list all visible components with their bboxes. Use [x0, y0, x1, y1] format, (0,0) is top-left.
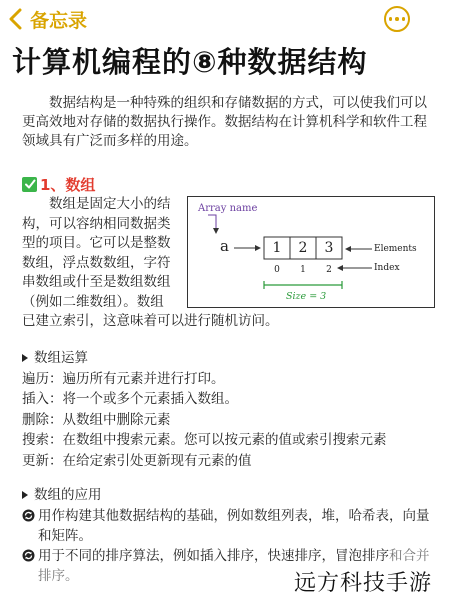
section-heading-array — [22, 174, 95, 194]
more-dots-icon — [389, 17, 393, 21]
operations-heading — [22, 348, 432, 369]
array-index: 0 — [274, 265, 280, 275]
back-button[interactable] — [8, 6, 87, 32]
clockwise-arrows-icon — [22, 509, 35, 522]
text-line: 数组是固定大小的结 — [49, 196, 171, 212]
text-line: 型的项目。它可以是整数 — [22, 235, 171, 251]
more-dot — [395, 17, 399, 21]
array-operations — [22, 348, 432, 471]
application-text: 用作构建其他数据结构的基础，例如数组列表，堆，哈希表，向量和矩阵。 — [38, 508, 430, 544]
text-line: 数组，浮点数数组，字符 — [22, 254, 171, 271]
applications-heading-label: 数组的应用 — [34, 487, 102, 503]
triangle-bullet-icon — [22, 354, 28, 362]
array-name-arrow — [208, 215, 216, 233]
array-element: 1 — [272, 240, 282, 256]
note-title: 计算机编程的⑧种数据结构 — [12, 45, 368, 79]
operation-item: 遍历：遍历所有元素并进行打印。 — [22, 370, 225, 387]
check-mark-icon — [22, 177, 37, 192]
size-label: Size = 3 — [286, 291, 327, 302]
application-item — [22, 506, 432, 546]
operation-item: 删除：从数组中删除元素 — [22, 411, 171, 428]
operations-heading-label: 数组运算 — [34, 350, 88, 366]
operation-item: 插入：将一个或多个元素插入数组。 — [22, 391, 238, 407]
array-index: 1 — [300, 265, 306, 275]
text-line: 串数组或什至是数组数组 — [22, 274, 171, 290]
more-dot — [402, 17, 406, 21]
operation-item: 更新：在给定索引处更新现有元素的值 — [22, 452, 252, 469]
operation-item: 搜索：在数组中搜索元素。您可以按元素的值或索引搜索元素 — [22, 432, 387, 448]
applications-heading — [22, 485, 432, 505]
array-element: 2 — [298, 240, 308, 256]
back-label: 备忘录 — [30, 9, 88, 32]
elements-label: Elements — [374, 244, 417, 254]
array-name-label: Array name — [198, 203, 258, 214]
section-label: 1、数组 — [40, 175, 96, 194]
index-label: Index — [374, 263, 400, 273]
watermark: 远方科技手游 — [290, 566, 436, 597]
chevron-left-icon — [8, 8, 24, 30]
array-description-last-line: 已建立索引，这意味着可以进行随机访问。 — [22, 313, 279, 329]
clockwise-arrows-icon — [22, 549, 35, 562]
application-text-fade: 和合并排序。 — [38, 548, 430, 584]
array-diagram — [187, 196, 435, 308]
array-index: 2 — [326, 265, 332, 275]
triangle-bullet-icon — [22, 491, 28, 499]
top-bar — [0, 0, 450, 38]
array-description — [22, 195, 184, 312]
array-variable: a — [220, 237, 229, 255]
text-line: （例如二维数组）。数组 — [22, 293, 164, 310]
application-text-main: 用于不同的排序算法，例如插入排序，快速排序，冒泡排序 — [38, 548, 389, 564]
array-element: 3 — [324, 240, 334, 256]
more-button[interactable] — [384, 6, 410, 32]
intro-paragraph: 数据结构是一种特殊的组织和存储数据的方式，可以使我们可以更高效地对存储的数据执行操作。数据结构在计算机科学和软件工程领域具有广泛而多样的用途。 — [22, 95, 427, 149]
text-line: 构，可以容纳相同数据类 — [22, 215, 171, 232]
